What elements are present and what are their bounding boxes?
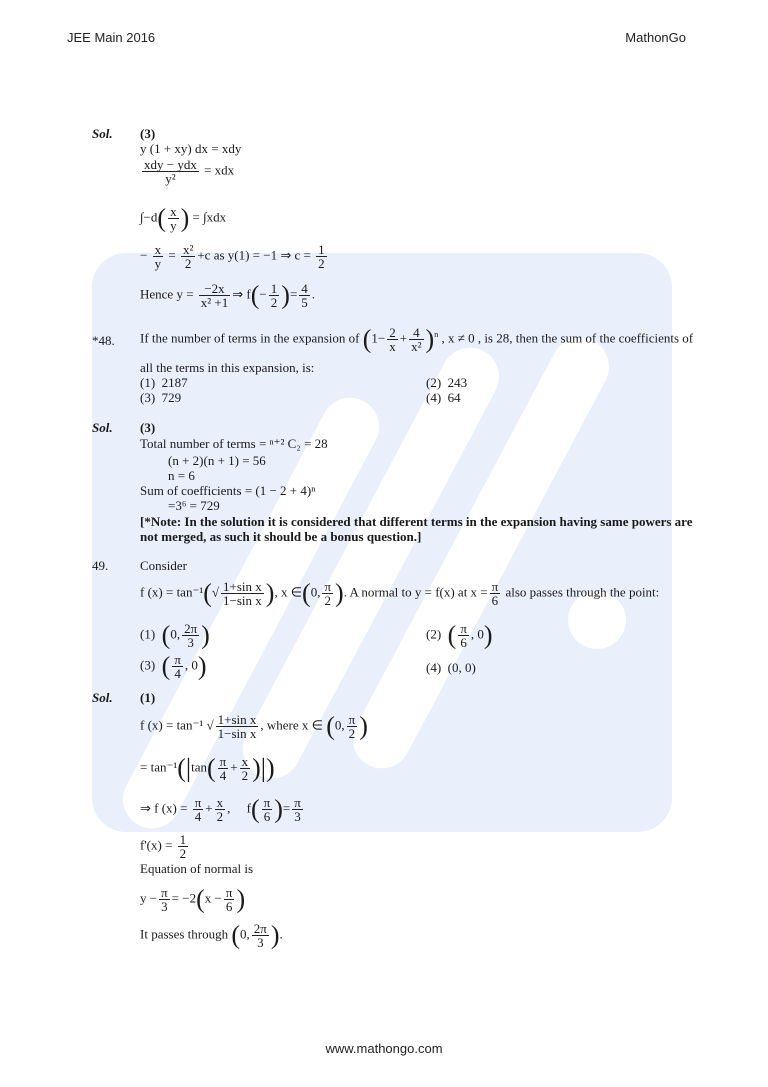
option-1[interactable]: (1) 2187 xyxy=(140,375,188,390)
sol-note-continued: not merged, as such it should be a bonus question.] xyxy=(140,529,422,544)
option-2[interactable]: (2) ( $\frac{\pi}{6}$ , 0) xyxy=(426,620,493,650)
sol-line-hence: Hence y = $\frac{-2x}{\text{x² +1}}$ ⇒ f(− $\frac{1}{2}$ )= $\frac{4}{5}$ . xyxy=(140,280,316,310)
sol-line: f'(x) = $\frac{1}{2}$ xyxy=(140,832,187,861)
option-2[interactable]: (2) 243 xyxy=(426,375,468,390)
sol-line: y − $\frac{\pi}{3}$ = −2(x − $\frac{\pi}{6}$ ) xyxy=(140,884,246,914)
sol-line: f (x) = tan⁻¹ √ $\frac{\text{1+sin x}}{\text{1−sin x}}$ , where x ∈ (0, $\frac{\pi}{2}$ ) xyxy=(140,711,368,741)
sol-label: Sol. xyxy=(92,126,113,141)
sol-answer: (3) xyxy=(140,420,156,435)
sol-line: n = 6 xyxy=(168,468,195,483)
sol-line: Equation of normal is xyxy=(140,861,254,876)
sol-line: y (1 + xy) dx = xdy xyxy=(140,141,242,156)
option-1[interactable]: (1) (0, $\frac{2\pi}{3}$ ) xyxy=(140,620,210,650)
sol-label: Sol. xyxy=(92,690,113,705)
sol-line: = tan⁻¹(|tan( $\frac{\pi}{4}$ + $\frac{x}{2}$ )|) xyxy=(140,753,275,783)
question-number: *48. xyxy=(92,333,115,348)
question-number: 49. xyxy=(92,558,109,573)
question-text: Consider xyxy=(140,558,187,573)
header-brand: MathonGo xyxy=(625,30,686,45)
question-function: f (x) = tan⁻¹(√ $\frac{\text{1+sin x}}{\text{1−sin x}}$ ), x ∈(0, $\frac{\pi}{2}$ ). A normal to y = f(x) at x = $\frac{\pi}{6}$ also passes through the point: xyxy=(140,578,660,608)
sol-line: ⇒ f (x) = $\frac{\pi}{4}$ + $\frac{x}{2}$ , f( $\frac{\pi}{6}$ )= $\frac{\pi}{3}$ xyxy=(140,794,301,824)
sol-line: Total number of terms = ⁿ⁺² C₂ = 28 xyxy=(140,436,328,451)
sol-line: Sum of coefficients = (1 − 2 + 4)ⁿ xyxy=(140,483,316,498)
sol-line: It passes through (0, $\frac{2\pi}{3}$ ). xyxy=(140,920,283,950)
option-3[interactable]: (3) ( $\frac{\pi}{4}$ , 0) xyxy=(140,651,207,681)
sol-label: Sol. xyxy=(92,420,113,435)
header-title: JEE Main 2016 xyxy=(67,30,156,45)
sol-note: [*Note: In the solution it is considered that different terms in the expansion having same powers are xyxy=(140,514,693,529)
sol-line-integral: ∫−d( $\frac{x}{y}$ ) = ∫xdx xyxy=(140,203,227,233)
option-4[interactable]: (4) (0, 0) xyxy=(426,660,476,675)
sol-line-fraction: $\frac{\text{xdy − ydx}}{\text{y²}}$ = xdx xyxy=(144,157,235,186)
sol-answer: (3) xyxy=(140,126,156,141)
question-text-continued: all the terms in this expansion, is: xyxy=(140,360,315,375)
option-4[interactable]: (4) 64 xyxy=(426,390,461,405)
footer-url[interactable]: www.mathongo.com xyxy=(325,1041,443,1056)
sol-answer: (1) xyxy=(140,690,156,705)
sol-line: (n + 2)(n + 1) = 56 xyxy=(168,453,266,468)
sol-line-result: − $\frac{x}{y}$ = $\frac{\text{x²}}{2}$ +c as y(1) = −1 ⇒ c = $\frac{1}{2}$ xyxy=(140,242,325,271)
sol-line: =3⁶ = 729 xyxy=(168,498,220,513)
option-3[interactable]: (3) 729 xyxy=(140,390,182,405)
question-text: If the number of terms in the expansion of (1− $\frac{2}{x}$ + $\frac{4}{\text{x²}}$ )$^n$ , x ≠ 0 , is 28, then the sum of the coefficients of xyxy=(140,324,694,354)
